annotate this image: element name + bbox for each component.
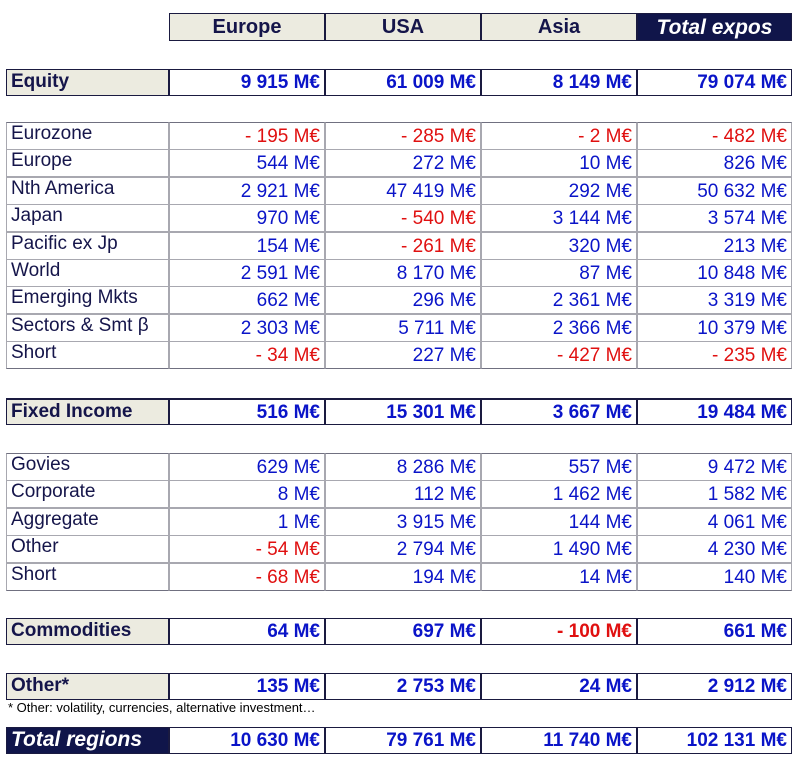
total-regions-label: Total regions — [6, 727, 169, 754]
row-value: 826 M€ — [637, 149, 792, 177]
section-label-equity: Equity — [6, 69, 169, 96]
row-value: 47 419 M€ — [325, 177, 481, 205]
section-total-commodities-asia: - 100 M€ — [481, 618, 637, 645]
row-value: 2 366 M€ — [481, 314, 637, 342]
column-header-asia: Asia — [481, 13, 637, 41]
section-total-equity-total-expos: 79 074 M€ — [637, 69, 792, 96]
row-value: 3 144 M€ — [481, 204, 637, 232]
row-value: 194 M€ — [325, 563, 481, 591]
section-total-other-asia: 24 M€ — [481, 673, 637, 700]
total-regions-asia: 11 740 M€ — [481, 727, 637, 754]
row-value: - 54 M€ — [169, 535, 325, 563]
row-label: Aggregate — [6, 508, 169, 536]
row-label: Short — [6, 341, 169, 369]
row-label: Govies — [6, 453, 169, 481]
row-value: 970 M€ — [169, 204, 325, 232]
row-label: Europe — [6, 149, 169, 177]
column-header-usa: USA — [325, 13, 481, 41]
footnote: * Other: volatility, currencies, alternative investment… — [8, 700, 316, 715]
row-value: - 68 M€ — [169, 563, 325, 591]
row-value: 320 M€ — [481, 232, 637, 260]
row-value: 3 574 M€ — [637, 204, 792, 232]
row-value: 4 230 M€ — [637, 535, 792, 563]
row-value: 1 M€ — [169, 508, 325, 536]
row-value: - 482 M€ — [637, 122, 792, 150]
row-value: 292 M€ — [481, 177, 637, 205]
row-value: - 34 M€ — [169, 341, 325, 369]
section-label-fixed-income: Fixed Income — [6, 398, 169, 425]
row-value: 1 462 M€ — [481, 480, 637, 508]
row-value: 8 170 M€ — [325, 259, 481, 287]
row-label: Japan — [6, 204, 169, 232]
row-value: - 427 M€ — [481, 341, 637, 369]
row-value: 10 M€ — [481, 149, 637, 177]
section-total-fixed-income-europe: 516 M€ — [169, 398, 325, 425]
row-value: 140 M€ — [637, 563, 792, 591]
section-total-commodities-usa: 697 M€ — [325, 618, 481, 645]
column-header-total-expos: Total expos — [637, 13, 792, 41]
section-total-commodities-europe: 64 M€ — [169, 618, 325, 645]
row-value: 9 472 M€ — [637, 453, 792, 481]
row-value: 2 303 M€ — [169, 314, 325, 342]
row-value: - 261 M€ — [325, 232, 481, 260]
row-label: Eurozone — [6, 122, 169, 150]
row-value: 227 M€ — [325, 341, 481, 369]
total-regions-usa: 79 761 M€ — [325, 727, 481, 754]
row-value: 2 794 M€ — [325, 535, 481, 563]
row-value: 154 M€ — [169, 232, 325, 260]
row-value: 296 M€ — [325, 286, 481, 314]
section-total-other-usa: 2 753 M€ — [325, 673, 481, 700]
row-value: 144 M€ — [481, 508, 637, 536]
row-label: Nth America — [6, 177, 169, 205]
row-label: Corporate — [6, 480, 169, 508]
row-value: - 2 M€ — [481, 122, 637, 150]
section-total-equity-usa: 61 009 M€ — [325, 69, 481, 96]
row-label: World — [6, 259, 169, 287]
row-value: 557 M€ — [481, 453, 637, 481]
total-regions-total-expos: 102 131 M€ — [637, 727, 792, 754]
row-value: 662 M€ — [169, 286, 325, 314]
row-value: 2 591 M€ — [169, 259, 325, 287]
section-total-commodities-total-expos: 661 M€ — [637, 618, 792, 645]
row-value: - 540 M€ — [325, 204, 481, 232]
section-total-fixed-income-usa: 15 301 M€ — [325, 398, 481, 425]
row-value: 4 061 M€ — [637, 508, 792, 536]
section-total-equity-asia: 8 149 M€ — [481, 69, 637, 96]
row-value: - 235 M€ — [637, 341, 792, 369]
row-value: 1 582 M€ — [637, 480, 792, 508]
row-value: 2 921 M€ — [169, 177, 325, 205]
row-value: 629 M€ — [169, 453, 325, 481]
row-label: Other — [6, 535, 169, 563]
section-label-other: Other* — [6, 673, 169, 700]
row-label: Short — [6, 563, 169, 591]
row-value: 3 319 M€ — [637, 286, 792, 314]
row-value: - 195 M€ — [169, 122, 325, 150]
row-value: 213 M€ — [637, 232, 792, 260]
row-value: 10 848 M€ — [637, 259, 792, 287]
row-value: - 285 M€ — [325, 122, 481, 150]
section-total-equity-europe: 9 915 M€ — [169, 69, 325, 96]
section-total-fixed-income-asia: 3 667 M€ — [481, 398, 637, 425]
section-total-fixed-income-total-expos: 19 484 M€ — [637, 398, 792, 425]
row-value: 8 286 M€ — [325, 453, 481, 481]
row-value: 2 361 M€ — [481, 286, 637, 314]
section-label-commodities: Commodities — [6, 618, 169, 645]
row-value: 112 M€ — [325, 480, 481, 508]
row-value: 544 M€ — [169, 149, 325, 177]
row-value: 272 M€ — [325, 149, 481, 177]
row-value: 3 915 M€ — [325, 508, 481, 536]
column-header-europe: Europe — [169, 13, 325, 41]
row-value: 87 M€ — [481, 259, 637, 287]
section-total-other-europe: 135 M€ — [169, 673, 325, 700]
row-value: 50 632 M€ — [637, 177, 792, 205]
total-regions-europe: 10 630 M€ — [169, 727, 325, 754]
row-value: 8 M€ — [169, 480, 325, 508]
row-label: Sectors & Smt β — [6, 314, 169, 342]
row-value: 10 379 M€ — [637, 314, 792, 342]
section-total-other-total-expos: 2 912 M€ — [637, 673, 792, 700]
row-value: 14 M€ — [481, 563, 637, 591]
row-label: Emerging Mkts — [6, 286, 169, 314]
row-label: Pacific ex Jp — [6, 232, 169, 260]
row-value: 5 711 M€ — [325, 314, 481, 342]
row-value: 1 490 M€ — [481, 535, 637, 563]
